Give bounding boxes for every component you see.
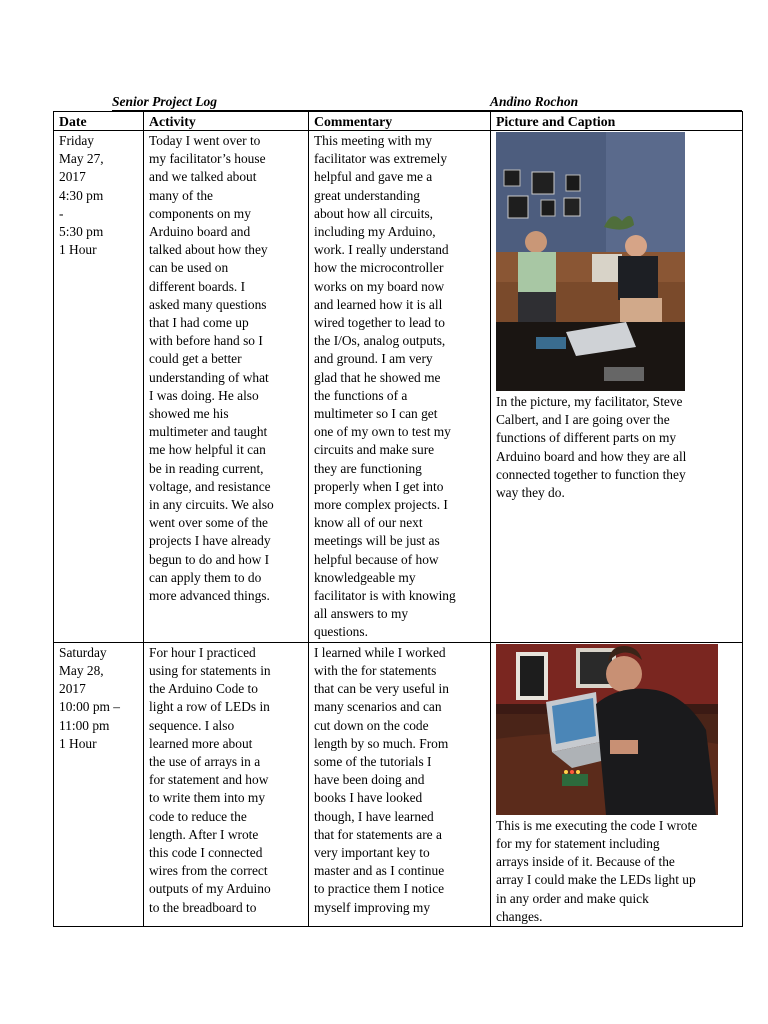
activity-cell: Today I went over to my facilitator’s house and we talked about many of the components on my Arduino board and talked about how they can be used on different boards. I asked many questions that I had come up with before hand so I could get a better understanding of what I was doing. He also showed me his multimeter and taught me how helpful it can be in reading current, voltage, and resistance in any circuits. We also went over some of the projects I have already begun to do and how I can apply them to do more advanced things.	[144, 131, 309, 643]
commentary-cell: This meeting with my facilitator was extremely helpful and gave me a great understanding about how all circuits, including my Arduino, work. I really understand how the microcontroller works on my board now and learned how it is all wired together to lead to the I/Os, analog outputs, and ground. I am very glad that he showed me the functions of a multimeter so I can get one of my own to test my circuits and make sure they are functioning properly when I get into more complex projects. I know all of our next meetings will be just as helpful because of how knowledgeable my facilitator is with knowing all answers to my questions.	[309, 131, 491, 643]
log-title: Senior Project Log	[112, 94, 217, 109]
table-row	[54, 131, 743, 643]
commentary-cell: I learned while I worked with the for statements that can be very useful in many scenarios and can cut down on the code length by so much. From some of the tutorials I have been doing and books I have looked though, I have learned that for statements are a very important key to master and as I continue to practice them I notice myself improving my	[309, 642, 491, 926]
column-header-date: Date	[54, 112, 144, 131]
column-header-activity: Activity	[144, 112, 309, 131]
picture-caption-cell	[491, 642, 743, 926]
table-header-row	[54, 112, 743, 131]
date-cell: Saturday May 28, 2017 10:00 pm – 11:00 pm 1 Hour	[54, 642, 144, 926]
photo-caption: This is me executing the code I wrote for my for statement including arrays inside of it. Because of the array I could make the LEDs light up in any order and make quick changes.	[496, 817, 698, 924]
log-header	[53, 93, 742, 111]
activity-cell: For hour I practiced using for statements in the Arduino Code to light a row of LEDs in sequence. I also learned more about the use of arrays in a for statement and how to write them into my code to reduce the length. After I wrote this code I connected wires from the correct outputs of my Arduino to the breadboard to	[144, 642, 309, 926]
arduino-coding-photo	[496, 644, 718, 815]
facilitator-meeting-photo	[496, 132, 685, 391]
picture-caption-cell	[491, 131, 743, 643]
photo-caption: In the picture, my facilitator, Steve Calbert, and I are going over the functions of different parts on my Arduino board and how they are all connected together to function they way they do.	[496, 394, 687, 501]
column-header-commentary: Commentary	[309, 112, 491, 131]
project-log-table	[53, 111, 743, 927]
column-header-picture-caption: Picture and Caption	[491, 112, 743, 131]
author-name: Andino Rochon	[490, 94, 579, 109]
table-row	[54, 642, 743, 926]
date-cell: Friday May 27, 2017 4:30 pm - 5:30 pm 1 Hour	[54, 131, 144, 643]
